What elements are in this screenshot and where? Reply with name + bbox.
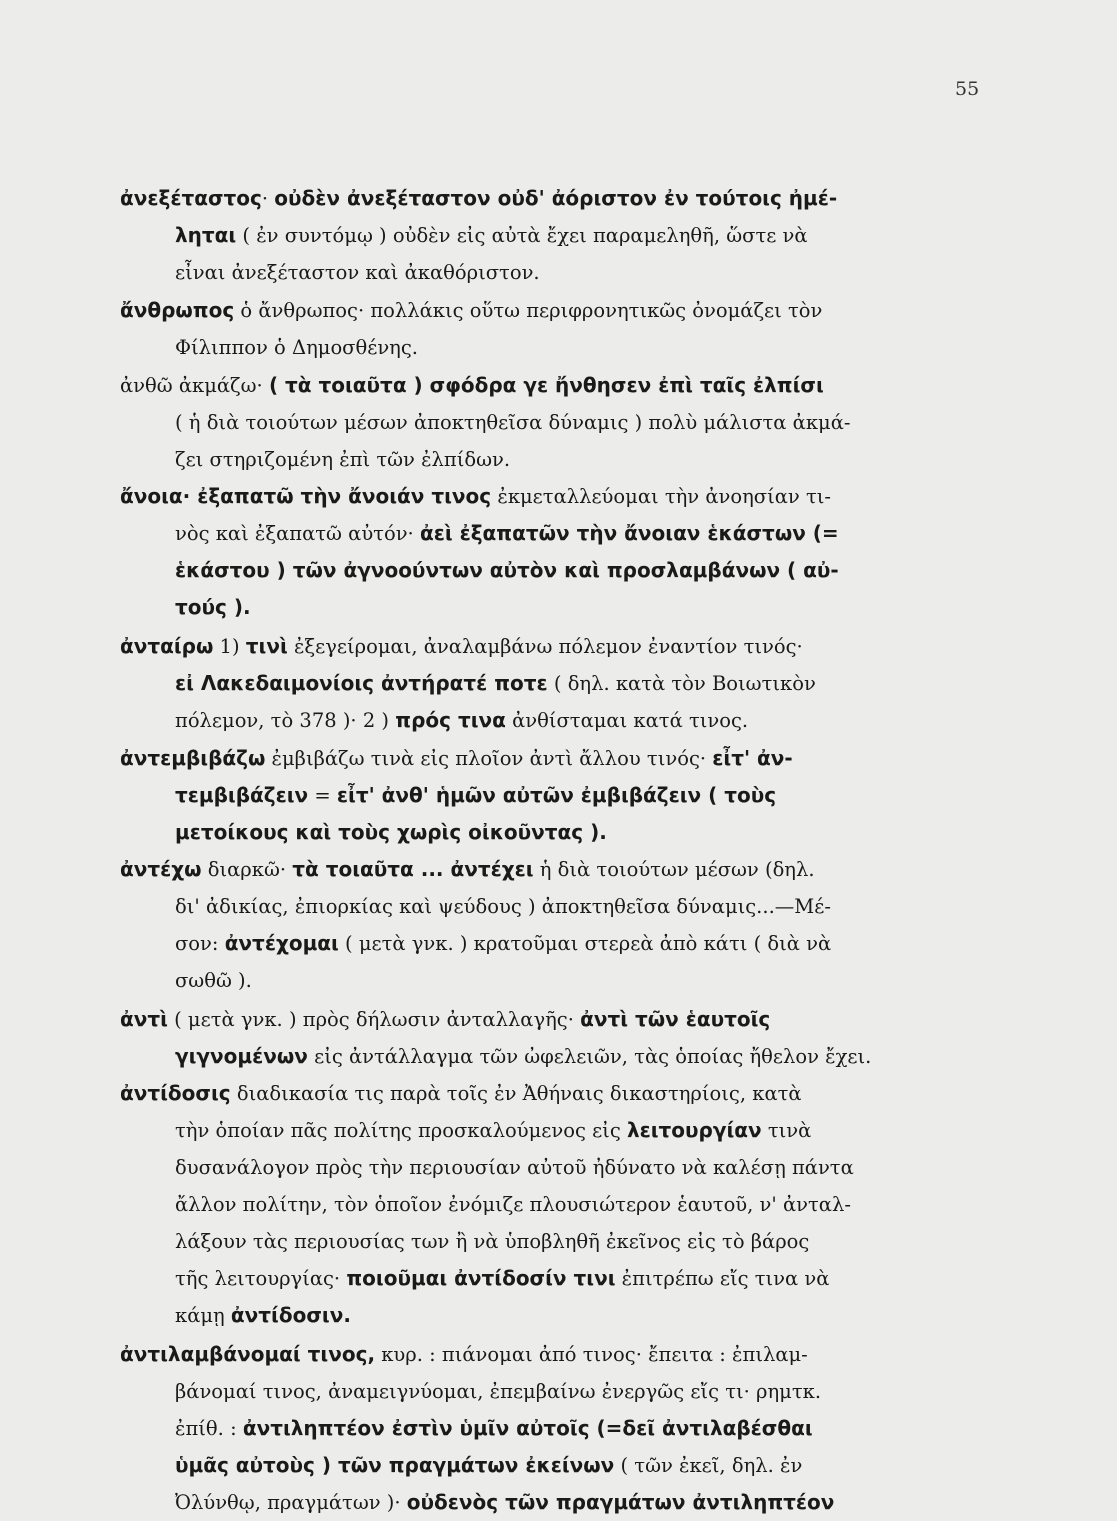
greek-text: βάνομαί τινος, ἀναμειγνύομαι, ἐπεμβαίνω ἐνεργῶς εἴς τι· ρημτκ. [175, 1380, 822, 1404]
bold-greek-text: ἑκάστου ) τῶν ἀγνοούντων αὐτὸν καὶ προσλαμβάνων ( αὐ- [175, 558, 839, 583]
greek-text: ἐκμεταλλεύομαι τὴν ἀνοησίαν τι- [491, 485, 832, 509]
entry-first-line [120, 180, 1000, 217]
bold-greek-text: ἀντιληπτέον ἐστὶν ὑμῖν αὐτοῖς (=δεῖ ἀντιλαβέσθαι [242, 1416, 813, 1441]
entry-continuation-line [120, 702, 1000, 739]
bold-greek-text: ἀντὶ τῶν ἑαυτοῖς [580, 1006, 771, 1031]
entry-continuation-line [120, 1112, 1000, 1149]
entry-continuation-line [120, 1410, 1000, 1447]
entry-continuation-line [120, 1260, 1000, 1297]
bold-greek-text: ἀντέχω [120, 857, 202, 882]
dictionary-entry [120, 851, 1000, 999]
entry-continuation-line [120, 888, 1000, 925]
entry-continuation-line [120, 1373, 1000, 1410]
greek-text: ( μετὰ γνκ. ) κρατοῦμαι στερεὰ ἀπὸ κάτι ( διὰ νὰ [338, 932, 832, 956]
entry-continuation-line [120, 814, 1000, 851]
greek-text: κάμῃ [175, 1304, 231, 1328]
entry-continuation-line [120, 1149, 1000, 1186]
greek-text: κυρ. : πιάνομαι ἀπό τινος· ἔπειτα : ἐπιλαμ- [375, 1343, 808, 1367]
greek-text: ἐμβιβάζω τινὰ εἰς πλοῖον ἀντὶ ἄλλου τινός· [265, 746, 713, 770]
bold-greek-text: τὰ τοιαῦτα ... ἀντέχει [292, 857, 534, 882]
greek-text: = [308, 783, 337, 807]
entry-continuation-line [120, 441, 1000, 478]
bold-greek-text: οὐδὲν ἀνεξέταστον οὐδ' ἀόριστον ἐν τούτοις ἠμέ- [274, 186, 838, 210]
greek-text: πόλεμον, τὸ 378 )· 2 ) [175, 708, 396, 732]
entry-continuation-line [120, 962, 1000, 999]
bold-greek-text: τεμβιβάζειν [175, 782, 309, 807]
greek-text: ἐπίθ. : [175, 1417, 243, 1441]
greek-text: ἄλλον πολίτην, τὸν ὁποῖον ἐνόμιζε πλουσιώτερον ἑαυτοῦ, ν' ἀνταλ- [175, 1193, 851, 1217]
greek-text: νὸς καὶ ἐξαπατῶ αὐτόν· [175, 522, 420, 546]
bold-greek-text: ἄνθρωπος [120, 297, 235, 322]
greek-text: δι' ἀδικίας, ἐπιορκίας καὶ ψεύδους ) ἀποκτηθεῖσα δύναμις...—Μέ- [175, 895, 831, 919]
dictionary-entry [120, 628, 1000, 739]
entry-first-line [120, 367, 1000, 404]
greek-text: διαδικασία τις παρὰ τοῖς ἐν Ἀθήναις δικαστηρίοις, κατὰ [230, 1082, 802, 1106]
greek-text: ὁ ἄνθρωπος· πολλάκις οὕτω περιφρονητικῶς ὀνομάζει τὸν [234, 298, 823, 322]
greek-text: τῆς λειτουργίας· [175, 1267, 347, 1291]
entry-continuation-line [120, 1223, 1000, 1260]
entry-first-line [120, 478, 1000, 515]
bold-greek-text: ἀεὶ ἐξαπατῶν τὴν ἄνοιαν ἑκάστων (= [419, 521, 839, 546]
bold-greek-text: ποιοῦμαι ἀντίδοσίν τινι [346, 1266, 616, 1291]
entry-first-line [120, 1075, 1000, 1112]
entry-continuation-line [120, 329, 1000, 366]
greek-text: ἐξεγείρομαι, ἀναλαμβάνω πόλεμον ἐναντίον τινός· [287, 634, 803, 658]
bold-greek-text: εἰ Λακεδαιμονίοις ἀντήρατέ ποτε [175, 670, 548, 695]
greek-text: 1) [213, 634, 246, 658]
page-number: 55 [955, 78, 980, 100]
bold-greek-text: ἀντίδοσιν. [230, 1303, 351, 1328]
bold-greek-text: εἶτ' ἀν- [712, 745, 793, 770]
greek-text: · [261, 187, 275, 210]
dictionary-entry [120, 292, 1000, 366]
bold-greek-text: ἀνταίρω [120, 633, 214, 658]
bold-greek-text: ἄνοια· ἐξαπατῶ τὴν ἄνοιάν τινος [120, 484, 492, 509]
entry-first-line [120, 292, 1000, 329]
bold-greek-text: ἀντὶ [120, 1006, 168, 1031]
dictionary-entry [120, 1075, 1000, 1334]
dictionary-entry [120, 367, 1000, 478]
greek-text: τινὰ [761, 1119, 812, 1143]
dictionary-entry [120, 478, 1000, 626]
greek-text: σωθῶ ). [175, 969, 252, 993]
greek-text: ( τῶν ἐκεῖ, δηλ. ἐν [614, 1454, 803, 1478]
bold-greek-text: ἀνεξέταστος [120, 186, 262, 210]
bold-greek-text: ἀντιλαμβάνομαί τινος, [120, 1342, 376, 1367]
greek-text: ζει στηριζομένη ἐπὶ τῶν ἐλπίδων. [175, 447, 511, 471]
entry-continuation-line [120, 589, 1000, 626]
entry-continuation-line [120, 665, 1000, 702]
greek-text: διαρκῶ· [201, 858, 293, 882]
bold-greek-text: ( τὰ τοιαῦτα ) σφόδρα γε ἤνθησεν ἐπὶ ταῖς ἐλπίσι [268, 372, 824, 397]
greek-text: Ὀλύνθῳ, πραγμάτων )· [175, 1491, 407, 1515]
entry-continuation-line [120, 552, 1000, 589]
bold-greek-text: ὑμᾶς αὐτοὺς ) τῶν πραγμάτων ἐκείνων [175, 1453, 615, 1478]
greek-text: ( μετὰ γνκ. ) πρὸς δήλωσιν ἀνταλλαγῆς· [167, 1007, 581, 1031]
greek-text: ἀνθῶ ἀκμάζω· [120, 373, 269, 397]
entry-continuation-line [120, 1484, 1000, 1521]
entry-first-line [120, 1001, 1000, 1038]
entry-first-line [120, 740, 1000, 777]
bold-greek-text: γιγνομένων [175, 1043, 308, 1068]
entry-continuation-line [120, 777, 1000, 814]
entry-continuation-line [120, 217, 1000, 254]
greek-text: δυσανάλογον πρὸς τὴν περιουσίαν αὐτοῦ ἠδύνατο νὰ καλέσῃ πάντα [175, 1156, 854, 1180]
bold-greek-text: πρός τινα [395, 707, 506, 732]
greek-text: εἶναι ἀνεξέταστον καὶ ἀκαθόριστον. [175, 261, 540, 284]
entry-continuation-line [120, 254, 1000, 291]
bold-greek-text: εἶτ' ἀνθ' ἡμῶν αὐτῶν ἐμβιβάζειν ( τοὺς [336, 782, 777, 807]
dictionary-entry [120, 740, 1000, 851]
greek-text: Φίλιππον ὁ Δημοσθένης. [175, 335, 418, 359]
dictionary-entry [120, 180, 1000, 291]
bold-greek-text: τινὶ [245, 633, 288, 658]
greek-text: ἡ διὰ τοιούτων μέσων (δηλ. [533, 858, 815, 882]
entry-continuation-line [120, 1038, 1000, 1075]
bold-greek-text: οὐδενὸς τῶν πραγμάτων ἀντιληπτέον [406, 1490, 835, 1515]
greek-text: σον: [175, 932, 225, 956]
greek-text: ἀνθίσταμαι κατά τινος. [505, 708, 749, 732]
entry-continuation-line [120, 1186, 1000, 1223]
bold-greek-text: ἀντέχομαι [224, 931, 339, 956]
entry-continuation-line [120, 1297, 1000, 1334]
greek-text: ( ἡ διὰ τοιούτων μέσων ἀποκτηθεῖσα δύναμις ) πολὺ μάλιστα ἀκμά- [175, 410, 851, 434]
bold-greek-text: ἀντίδοσις [120, 1081, 231, 1106]
entry-first-line [120, 628, 1000, 665]
greek-text: ( δηλ. κατὰ τὸν Βοιωτικὸν [547, 671, 816, 695]
dictionary-entry [120, 1336, 1000, 1521]
bold-greek-text: ληται [175, 223, 237, 247]
greek-text: εἰς ἀντάλλαγμα τῶν ὠφελειῶν, τὰς ὁποίας ἤθελον ἔχει. [307, 1044, 872, 1068]
bold-greek-text: ἀντεμβιβάζω [120, 745, 266, 770]
greek-text: ἐπιτρέπω εἴς τινα νὰ [615, 1267, 830, 1291]
bold-greek-text: τούς ). [175, 595, 251, 620]
bold-greek-text: μετοίκους καὶ τοὺς χωρὶς οἰκοῦντας ). [175, 819, 607, 844]
entry-continuation-line [120, 1447, 1000, 1484]
greek-text: λάξουν τὰς περιουσίας των ἢ νὰ ὑποβληθῆ ἐκεῖνος εἰς τὸ βάρος [175, 1230, 810, 1254]
entry-continuation-line [120, 925, 1000, 962]
entry-first-line [120, 851, 1000, 888]
greek-text: ( ἐν συντόμῳ ) οὐδὲν εἰς αὐτὰ ἔχει παραμεληθῆ, ὥστε νὰ [236, 224, 808, 247]
dictionary-entry [120, 1001, 1000, 1075]
greek-text: τὴν ὁποίαν πᾶς πολίτης προσκαλούμενος εἰς [175, 1119, 627, 1143]
bold-greek-text: λειτουργίαν [626, 1118, 762, 1143]
entry-continuation-line [120, 404, 1000, 441]
entry-continuation-line [120, 515, 1000, 552]
entry-first-line [120, 1336, 1000, 1373]
